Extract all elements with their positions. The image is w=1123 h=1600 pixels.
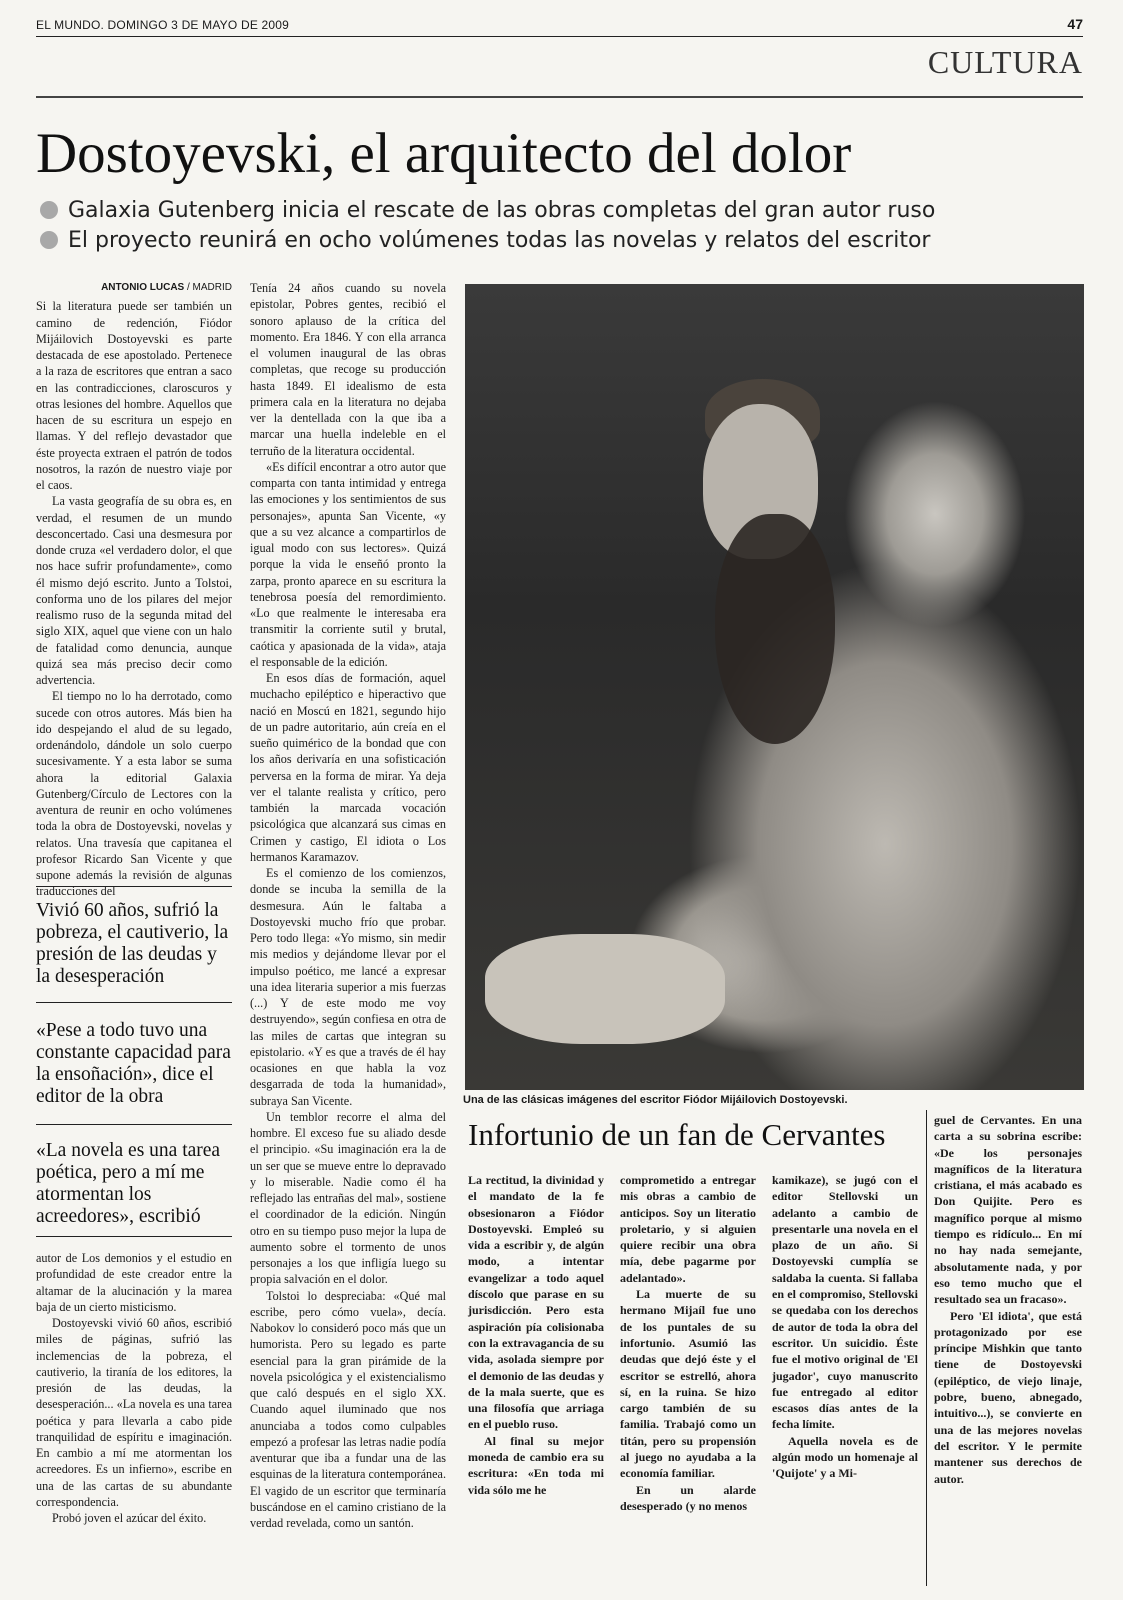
paragraph: Un temblor recorre el alma del hombre. El exceso fue su aliado desde el principio. «Su imaginación era la de un ser que se mueve entre lo depravado y lo miserable. Nadie como él ha reflejado las entrañas del mal», sostiene el coordinador de la edición. Ningún otro en su tiempo puso mejor la lupa de aumento sobre el tormento de unos personajes a los que infligía luego su propia salvación en el dolor. [250,1109,446,1287]
deck-text-2: El proyecto reunirá en ocho volúmenes todas las novelas y relatos del escritor [68,228,931,253]
paragraph: Si la literatura puede ser también un camino de redención, Fiódor Mijáilovich Dostoyevski es parte destacada de ese apostolado. Pertenece a la raza de escritores que entran a saco en las contradicciones, claroscuros y otras lesiones del hombre. Aquellos que hacen de su escritura un espejo en llamas. Y del reflejo devastador que éste proyecta extraen el patrón de todos nosotros, la razón de nuestro viaje por el caos. [36,299,232,492]
paragraph: Tenía 24 años cuando su novela epistolar, Pobres gentes, recibió el sonoro aplauso de la crítica del momento. Era 1846. Y con ella arranca el volumen inaugural de las obras completas, que recoge su producción hasta 1849. El idealismo de esta primera cala en la literatura no dejaba ver la dentellada con la que iba a marcar una huella indeleble en el terruño de la literatura occidental. [250,281,446,458]
photo-caption: Una de las clásicas imágenes del escritor Fiódor Mijáilovich Dostoyevski. [463,1094,848,1106]
deck-line-2 [40,226,930,256]
portrait-hands [485,934,725,1044]
paragraph: La rectitud, la divinidad y el mandato de la fe obsesionaron a Fiódor Dostoyevski. Empleó su vida a escribir y, de algún modo, a intentar evangelizar a todo aquel díscolo que parase en su jurisdicción. Pero esta aspiración pía colisionaba con la extravagancia de su vida, asolada siempre por el demonio de las deudas y de la mala suerte, que es una filosofía que arriaga en el pueblo ruso. [468,1173,604,1432]
paragraph: kamikaze), se jugó con el editor Stellovski un adelanto a cambio de presentarle una novela en el plazo de un año. Si Dostoyevski cumplía se saldaba la cuenta. Si fallaba en el compromiso, Stellovski se quedaba con los derechos de autor de toda la obra del escritor. Un suicidio. Éste fue el motivo original de 'El jugador', cuyo manuscrito fue entregado al editor escasos días antes de la fecha límite. [772,1173,918,1432]
byline [36,280,232,296]
pullquote-rule [36,886,232,887]
pullquote-rule [36,1002,232,1003]
column-1-top [36,280,232,900]
paragraph: autor de Los demonios y el estudio en profundidad de este creador entre la altamar de la alucinación y la marea baja de un cierto misticismo. [36,1251,232,1314]
sidebar-column-2 [620,1172,756,1514]
column-2 [250,280,446,1531]
pullquote-1: Vivió 60 años, sufrió la pobreza, el cautiverio, la presión de las deudas y la desesperación [36,900,229,987]
page-number: 47 [1067,16,1083,32]
headline: Dostoyevski, el arquitecto del dolor [36,122,852,185]
column-1-bottom [36,1250,232,1526]
sidebar-title: Infortunio de un fan de Cervantes [468,1117,886,1152]
paragraph: «Es difícil encontrar a otro autor que comparta con tanta intimidad y entrega las emociones y los sentimientos de sus personajes», apunta San Vicente, «y que a su vez alcance a compartirlos de igual modo con sus lectores». Quizá porque la vida le enseñó pronto la zarpa, pronto aparece en su escritura la tenebrosa poesía del remordimiento. «Lo que realmente le interesaba era transmitir la corriente sutil y brutal, caótica y apasionada de la vida», ataja el responsable de la edición. [250,459,446,669]
section-title: CULTURA [927,44,1083,80]
paragraph: Tolstoi lo despreciaba: «Qué mal escribe, pero cómo vuela», decía. Nabokov lo consideró poco más que un humorista. Pero su legado es parte esencial para la gran pirámide de la novela psicológica y el existencialismo que caló después en el siglo XX. Cuando aquel iluminado que nos anunciaba a todos como culpables empezó a profesar las letras nadie podía aventurar que iba a fundar una de las esquinas de la literatura contemporánea. El vagido de un escritor que terminaría buscándose en el camino cristiano de la verdad revelada, como un santón. [250,1288,446,1530]
paragraph: La muerte de su hermano Mijaíl fue uno de los puntales de su infortunio. Asumió las deudas que dejó éste y el escritor se estrelló, ahora sí, en la ruina. Se hizo cargo también de su familia. Trabajó como un titán, pero su propensión al juego no ayudaba a la economía familiar. [620,1287,756,1481]
paragraph: Dostoyevski vivió 60 años, escribió miles de páginas, sufrió las inclemencias de la pobreza, el cautiverio, la tiranía de los editores, la presión de las deudas, la desesperación... «La novela es una tarea poética y para llevarla a cabo pide tranquilidad de espíritu e imaginación. En cambio a mí me atormentan los acreedores. Es un infierno», escribe en una de las cartas de su abundante correspondencia. [36,1316,232,1509]
bullet-icon [40,231,58,249]
section-rule [36,96,1083,98]
pullquote-2: «Pese a todo tuvo una constante capacidad para la ensoñación», dice el editor de la obra [36,1020,231,1107]
paragraph: Pero 'El idiota', que está protagonizado por ese príncipe Mishkin que tanto tiene de Dostoyevski (epiléptico, de viejo linaje, pobre, bueno, abnegado, intuitivo...), se convierte en una de las mejores novelas del escritor. Y le permite mantener sus derechos de autor. [934,1308,1082,1486]
sidebar-column-4 [934,1112,1082,1487]
paragraph: La vasta geografía de su obra es, en verdad, el resumen de un mundo desconcertado. Casi una desmesura por donde cruza «el verdadero dolor, el que nos hace sufrir profundamente», como él mismo dejó escrito. Junto a Tolstoi, conforma uno de los pilares del mejor realismo ruso de la segunda mitad del siglo XIX, aquel que viene con un halo de fatalidad como denuncia, aunque quizá sea más preciso decir como advertencia. [36,494,232,687]
paragraph: comprometido a entregar mis obras a cambio de anticipos. Soy un literatio proletario, y si alguien quiere recibir una obra mía, debe pagarme por adelantado». [620,1173,756,1285]
pullquote-rule [36,1124,232,1125]
paragraph: Aquella novela es de algún modo un homenaje al 'Quijote' y a Mi- [772,1433,918,1481]
paragraph: Es el comienzo de los comienzos, donde se incuba la semilla de la desmesura. Aún le faltaba a Dostoyevski mucho frío que probar. Pero todo llega: «Yo mismo, sin medir mis medios y dejándome llevar por el impulso poético, me lancé a expresar una idea literaria superior a mis fuerzas (...) Y de este modo me voy destruyendo», según confiesa en otra de las miles de cartas que integran su epistolario. «Y es que a través de él hay ocasiones en que habla la voz desgarrada de toda la humanidad», subraya San Vicente. [250,866,446,1108]
portrait-beard [715,514,835,744]
sidebar-column-1 [468,1172,604,1498]
paragraph: Probó joven el azúcar del éxito. [52,1511,207,1525]
pullquote-3: «La novela es una tarea poética, pero a mí me atormentan los acreedores», escribió [36,1140,221,1227]
sidebar-divider [926,1110,927,1586]
byline-author: ANTONIO LUCAS [101,282,185,293]
byline-place: / MADRID [187,282,232,293]
paragraph: En un alarde desesperado (y no menos [620,1482,756,1513]
paragraph: En esos días de formación, aquel muchacho epiléptico e hiperactivo que nació en Moscú en 1821, segundo hijo de un padre autoritario, aún creía en el sueño quimérico de la bondad que con los años derivaría en una sofisticación perversa en la forma de mirar. Ya deja ver el talante realista y crítico, pero también la marcada vocación psicológica que alcanzará sus cimas en Crimen y castigo, El idiota o Los hermanos Karamazov. [250,671,446,864]
paragraph: El tiempo no lo ha derrotado, como sucede con otros autores. Más bien ha ido despejando el alud de su legado, ordenándolo, dándole un solo cuerpo sucesivamente. Y a esta labor se suma ahora la editorial Galaxia Gutenberg/Círculo de Lectores con la aventura de reunir en ocho volúmenes toda la obra de Dostoyevski, novelas y relatos. Una travesía que capitanea el profesor Ricardo San Vicente y que supone además la revisión de algunas traducciones del [36,689,232,899]
paragraph: guel de Cervantes. En una carta a su sobrina escribe: «De los personajes magníficos de la literatura cristiana, el más acabado es Don Quijite. Pero es magnífico porque al mismo tiempo es ridículo... En mí no hay nada semejante, absolutamente nada, y por eso temo mucho que el resultado sea un fracaso». [934,1113,1082,1307]
publication-date: EL MUNDO. DOMINGO 3 DE MAYO DE 2009 [36,18,290,32]
deck-text-1: Galaxia Gutenberg inicia el rescate de las obras completas del gran autor ruso [68,198,936,223]
header-rule [36,36,1083,37]
deck-line-1 [40,196,935,226]
paragraph: Al final su mejor moneda de cambio era su escritura: «En toda mi vida sólo me he [468,1433,604,1497]
bullet-icon [40,201,58,219]
portrait-photo [465,284,1084,1090]
sidebar-column-3 [772,1172,918,1482]
pullquote-rule [36,1236,232,1237]
